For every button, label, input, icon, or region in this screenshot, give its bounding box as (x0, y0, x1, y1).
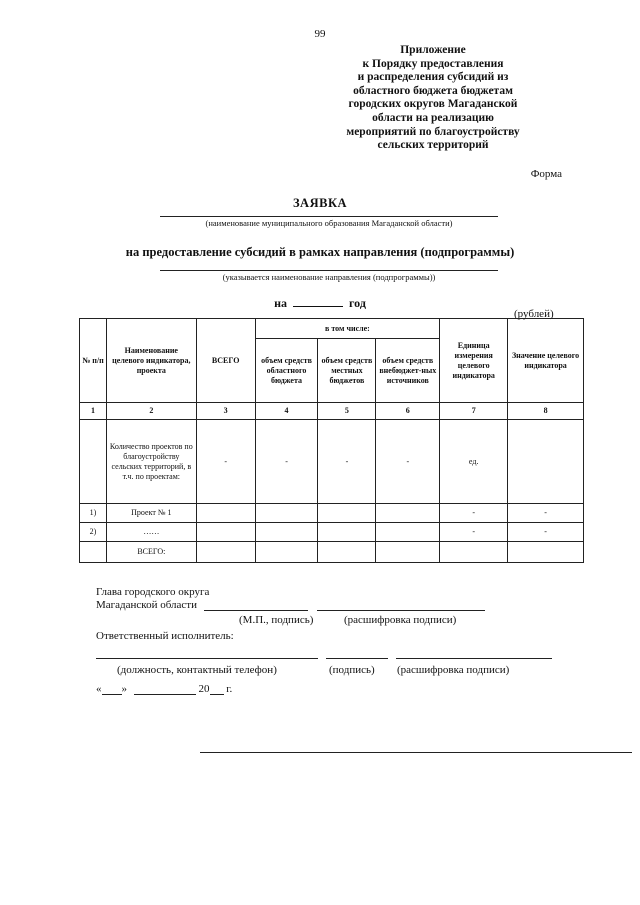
head-title-line1: Глава городского округа (96, 586, 210, 598)
column-number: 1 (80, 403, 107, 420)
appendix-line: и распределения субсидий из (357, 71, 509, 84)
cell-local (318, 523, 376, 542)
cell-value: - (508, 523, 584, 542)
cell-value (508, 420, 584, 504)
position-caption: (должность, контактный телефон) (117, 664, 277, 676)
cell-value: - (508, 504, 584, 523)
cell-unit: ед. (440, 420, 508, 504)
appendix-header (300, 44, 566, 153)
head-decode-line (317, 599, 485, 611)
purpose-heading: на предоставление субсидий в рамках направления (подпрограммы) (125, 245, 515, 259)
header-name: Наименование целевого индикатора, проекта (106, 319, 196, 403)
position-line (96, 658, 318, 659)
appendix-line: городских округов Магаданской (348, 98, 518, 111)
cell-offbudget (376, 523, 440, 542)
column-number: 7 (440, 403, 508, 420)
cell-name: …… (106, 523, 196, 542)
direction-caption: (указывается наименование направления (подпрограммы)) (222, 272, 436, 282)
cell-offbudget (376, 504, 440, 523)
header-local: объем средств местных бюджетов (318, 339, 376, 403)
cell-local (318, 542, 376, 563)
appendix-line: мероприятий по благоустройству (346, 125, 520, 138)
date-month-blank (134, 683, 196, 695)
cell-value (508, 542, 584, 563)
cell-offbudget (376, 542, 440, 563)
cell-name: Количество проектов по благоустройству сельских территорий, в т.ч. по проектам: (106, 420, 196, 504)
header-value: Значение целевого индикатора (508, 319, 584, 403)
year-prefix: на (274, 296, 288, 310)
header-total: ВСЕГО (196, 319, 255, 403)
cell-unit: - (440, 523, 508, 542)
date-close: » (121, 683, 127, 695)
date-year-blank (210, 683, 224, 695)
cell-total (196, 542, 255, 563)
column-number: 6 (376, 403, 440, 420)
year-suffix: год (349, 296, 366, 310)
table-row (80, 504, 584, 523)
cell-local (318, 504, 376, 523)
date-day-blank (102, 683, 122, 695)
column-numbers-row (80, 403, 584, 420)
column-number: 2 (106, 403, 196, 420)
cell-num (80, 542, 107, 563)
header-unit: Единица измерения целевого индикатора (440, 319, 508, 403)
cell-num (80, 420, 107, 504)
cell-regional (255, 504, 318, 523)
units-label: (рублей) (514, 308, 554, 320)
cell-regional (255, 542, 318, 563)
table-row (80, 420, 584, 504)
stamp-caption: (М.П., подпись) (239, 614, 314, 626)
cell-regional (255, 523, 318, 542)
direction-line (160, 270, 498, 271)
cell-total (196, 504, 255, 523)
cell-regional: - (255, 420, 318, 504)
table-row-total (80, 542, 584, 563)
executor-label: Ответственный исполнитель: (96, 630, 234, 642)
page-number: 99 (314, 28, 326, 40)
appendix-line: сельских территорий (377, 139, 489, 152)
sign-caption: (подпись) (329, 664, 375, 676)
cell-total (196, 523, 255, 542)
table-row (80, 523, 584, 542)
executor-sign-line (326, 658, 388, 659)
header-offbudget: объем средств внебюджет-ных источников (376, 339, 440, 403)
cell-local: - (318, 420, 376, 504)
header-including: в том числе: (255, 319, 440, 339)
decode-caption: (расшифровка подписи) (344, 614, 457, 626)
document-title: ЗАЯВКА (292, 196, 348, 210)
decode-caption-2: (расшифровка подписи) (397, 664, 510, 676)
cell-total: - (196, 420, 255, 504)
year-blank (293, 296, 343, 307)
cell-name: Проект № 1 (106, 504, 196, 523)
head-title-line2 (96, 599, 485, 611)
column-number: 5 (318, 403, 376, 420)
appendix-line: к Порядку предоставления (362, 57, 504, 70)
cell-unit (440, 542, 508, 563)
cell-name: ВСЕГО: (106, 542, 196, 563)
footer-rule (200, 752, 632, 753)
cell-num: 1) (80, 504, 107, 523)
date-line (96, 683, 232, 695)
date-century: 20 (198, 683, 210, 695)
municipality-line (160, 216, 498, 217)
head-signature-line (204, 599, 308, 611)
column-number: 3 (196, 403, 255, 420)
header-num: № п/п (80, 319, 107, 403)
head-title-line2-text: Магаданской области (96, 599, 197, 611)
appendix-line: области на реализацию (372, 111, 494, 124)
cell-unit: - (440, 504, 508, 523)
date-suffix: г. (226, 683, 233, 695)
form-label: Форма (530, 168, 562, 180)
executor-decode-line (396, 658, 552, 659)
appendix-line: Приложение (400, 44, 466, 56)
column-number: 4 (255, 403, 318, 420)
header-regional: объем средств областного бюджета (255, 339, 318, 403)
cell-num: 2) (80, 523, 107, 542)
municipality-caption: (наименование муниципального образования Магаданской области) (205, 218, 453, 228)
appendix-line: областного бюджета бюджетам (353, 84, 513, 97)
subsidy-table (79, 318, 584, 563)
cell-offbudget: - (376, 420, 440, 504)
column-number: 8 (508, 403, 584, 420)
date-open: « (96, 683, 102, 695)
